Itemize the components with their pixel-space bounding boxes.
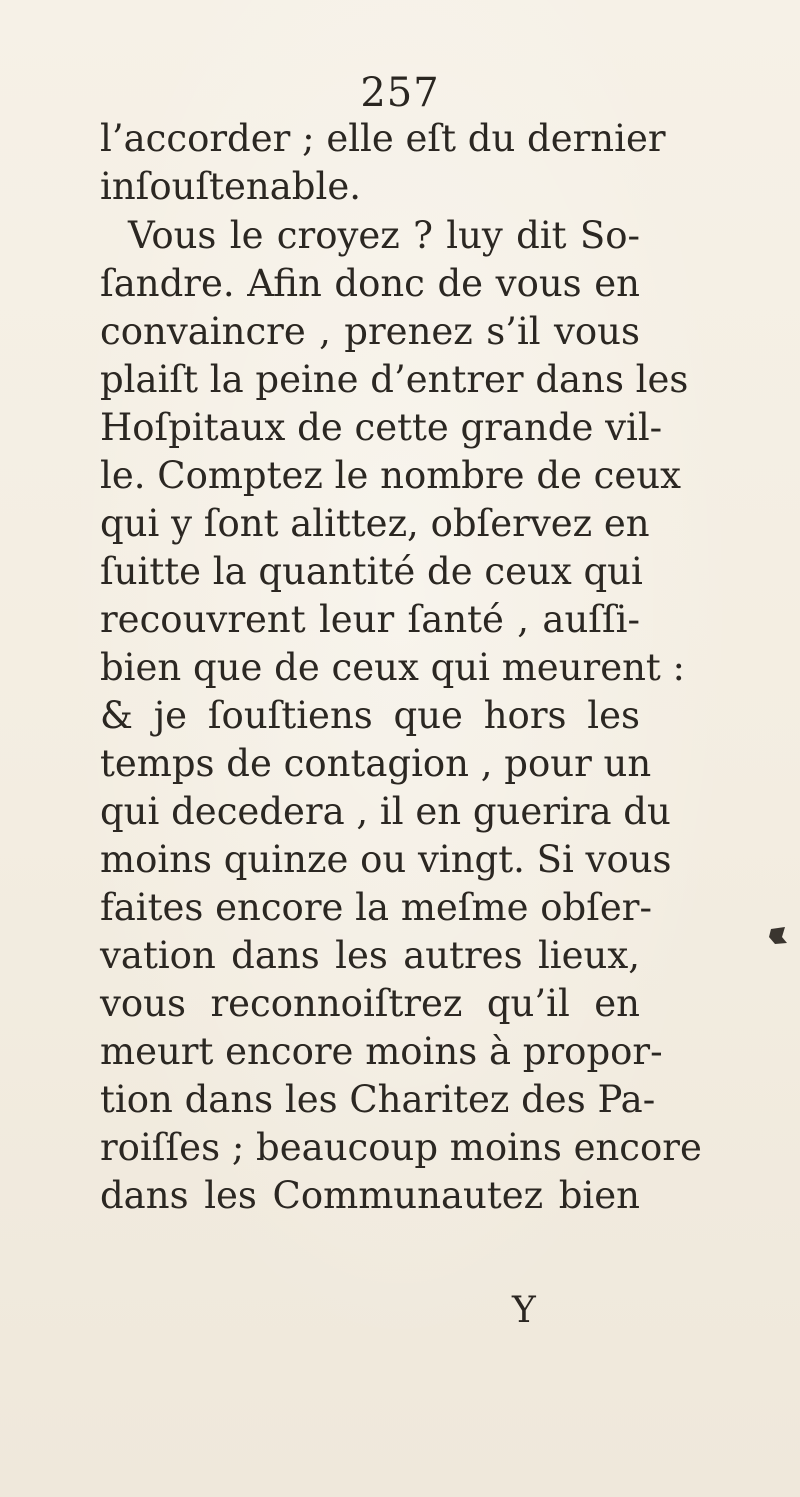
text-line-17: faites encore la meſme obſer-	[100, 886, 652, 929]
text-line-9: qui y ſont alittez, obſervez en	[100, 502, 650, 545]
text-line-1: l’accorder ; elle eſt du dernier	[100, 117, 666, 160]
text-line-4: ſandre. Afin donc de vous en	[100, 262, 640, 305]
text-line-12: bien que de ceux qui meurent :	[100, 646, 686, 689]
text-line-21: tion dans les Charitez des Pa-	[100, 1078, 656, 1121]
margin-ink-mark-icon	[767, 925, 789, 947]
text-line-19: vous reconnoiſtrez qu’il en	[100, 982, 640, 1025]
text-line-5: convaincre , prenez s’il vous	[100, 310, 640, 353]
text-line-15: qui decedera , il en guerira du	[100, 790, 671, 833]
text-line-14: temps de contagion , pour un	[100, 742, 652, 785]
text-line-18: vation dans les autres lieux,	[100, 934, 640, 977]
text-line-10: ſuitte la quantité de ceux qui	[100, 550, 643, 593]
catchword: Y	[512, 1290, 536, 1331]
text-line-13: & je ſouſtiens que hors les	[100, 694, 640, 737]
text-line-6: plaiſt la peine d’entrer dans les	[100, 358, 689, 401]
text-line-11: recouvrent leur ſanté , auſſi-	[100, 598, 640, 641]
text-line-7: Hoſpitaux de cette grande vil-	[100, 406, 663, 449]
text-line-20: meurt encore moins à propor-	[100, 1030, 663, 1073]
text-line-8: le. Comptez le nombre de ceux	[100, 454, 681, 497]
text-line-23: dans les Communautez bien	[100, 1174, 640, 1217]
text-line-22: roiſſes ; beaucoup moins encore	[100, 1126, 702, 1169]
text-line-3: Vous le croyez ? luy dit So-	[128, 214, 640, 257]
text-line-16: moins quinze ou vingt. Si vous	[100, 838, 672, 881]
text-line-2: inſouſtenable.	[100, 165, 361, 208]
page-number: 257	[360, 70, 440, 116]
